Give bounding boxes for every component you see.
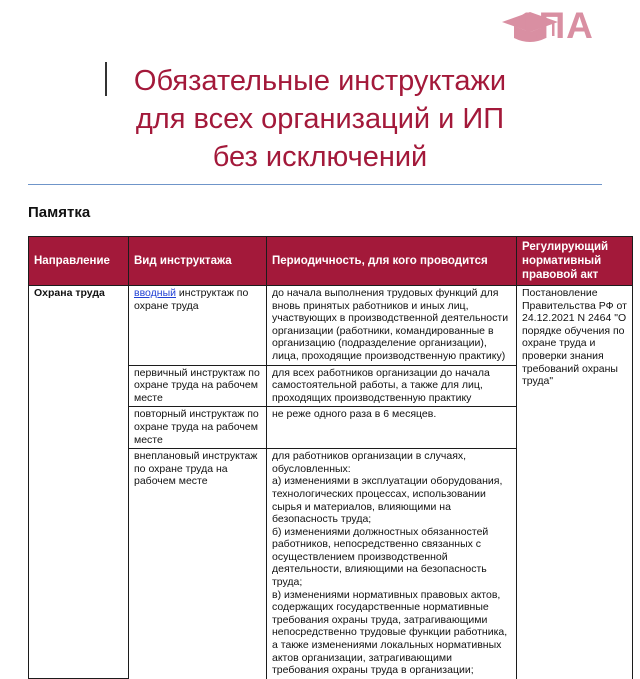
title-line: Обязательные инструктажи — [133, 65, 507, 97]
period-cell: до начала выполнения трудовых функций для вновь принятых работников и иных лиц, участвующих в производственной деятельности организации (работники, командированные в организацию (подразделение организации), лица, проходящие производственную практику) — [267, 286, 517, 366]
title-line: без исключений — [212, 141, 428, 173]
column-header-act: Регулирующий нормативный правовой акт — [517, 237, 633, 286]
brand-logo[interactable]: 1ПА — [517, 5, 594, 46]
type-cell — [129, 286, 267, 366]
table-header-row — [29, 237, 633, 286]
period-cell: не реже одного раза в 6 месяцев. — [267, 407, 517, 449]
title-line: для всех организаций и ИП — [135, 103, 505, 135]
direction-cell: Охрана труда — [29, 286, 129, 679]
type-cell: внеплановый инструктаж по охране труда на рабочем месте — [129, 449, 267, 679]
column-header-type: Вид инструктажа — [129, 237, 267, 286]
instructions-table — [28, 236, 633, 679]
document-title — [60, 62, 580, 176]
type-cell-text: инструктаж по охране труда — [134, 287, 249, 312]
type-cell: первичный инструктаж по охране труда на рабочем месте — [129, 365, 267, 407]
period-cell: для работников организации в случаях, обусловленных: а) изменениями в эксплуатации оборудования, технологических процессах, использовании сырья и материалов, влияющими на безопасность труда; б) изменениями должностных обязанностей работников, непосредственно связанных с осуществлением производственной деятельности, влияющими на безопасность труда; в) изменениями нормативных правовых актов, содержащих государственные нормативные требования охраны труда, затрагивающими непосредственно трудовые функции работника, а также изменениями локальных нормативных актов организации, затрагивающими требования охраны труда в организации; — [267, 449, 517, 679]
section-heading: Памятка — [28, 204, 91, 221]
act-cell: Постановление Правительства РФ от 24.12.2021 N 2464 "О порядке обучения по охране труда и проверки знания требований охраны труда" — [517, 286, 633, 679]
period-cell: для всех работников организации до начала самостоятельной работы, а также для лиц, проходящих производственную практику — [267, 365, 517, 407]
horizontal-rule — [28, 184, 602, 185]
table-row — [29, 286, 633, 366]
column-header-direction: Направление — [29, 237, 129, 286]
type-cell: повторный инструктаж по охране труда на рабочем месте — [129, 407, 267, 449]
column-header-periodicity: Периодичность, для кого проводится — [267, 237, 517, 286]
introductory-link[interactable]: вводный — [134, 287, 176, 299]
